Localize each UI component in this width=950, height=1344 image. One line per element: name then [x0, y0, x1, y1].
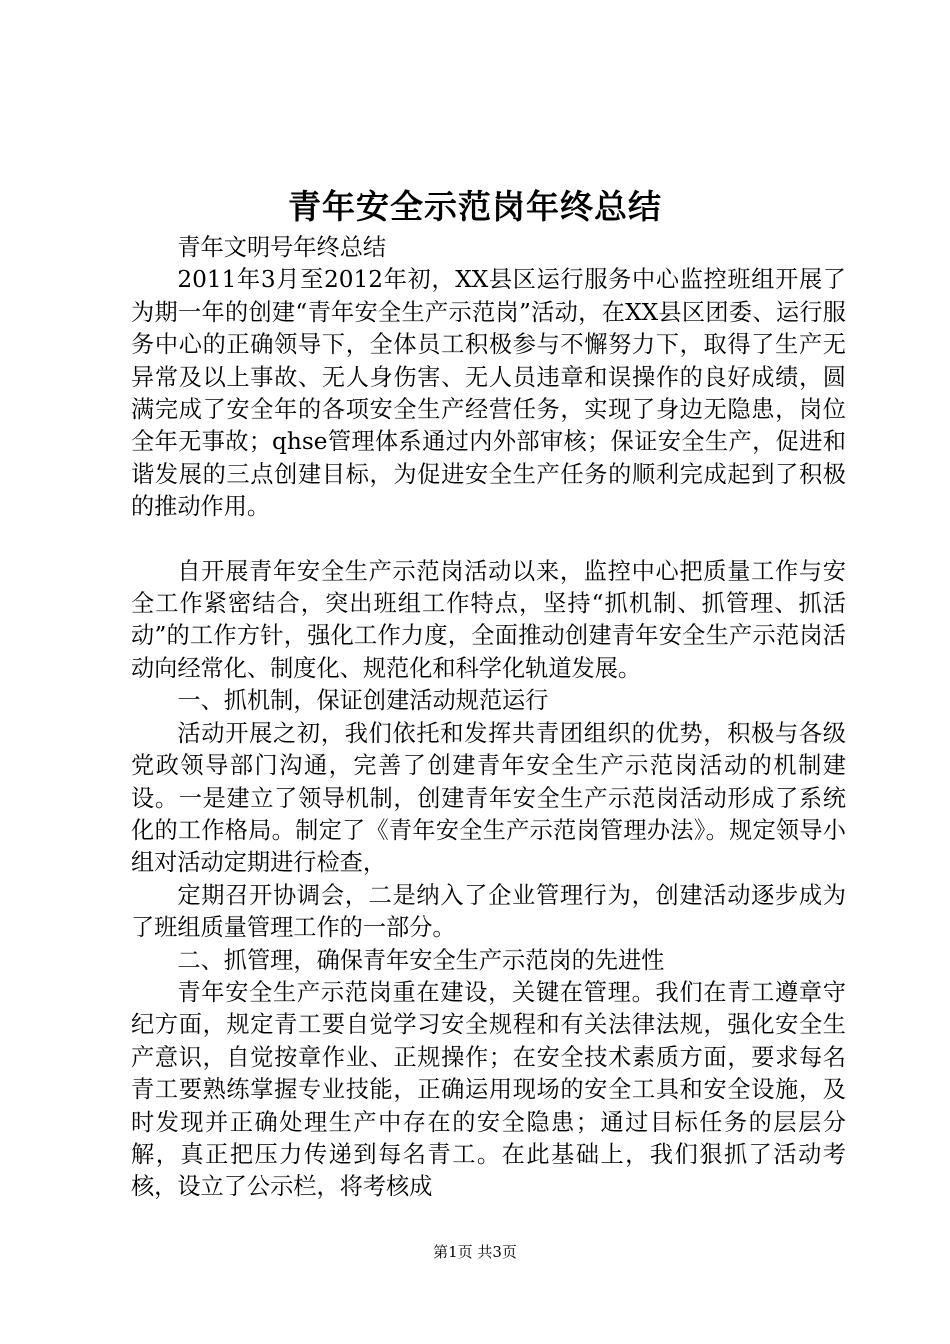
page-number: 第1页 共3页: [433, 1243, 517, 1261]
paragraph-subtitle: 青年文明号年终总结: [177, 234, 387, 261]
paragraph-section-2: 青年安全生产示范岗重在建设，关键在管理。我们在青工遵章守纪方面，规定青工要自觉学习安全规程和有关法律法规，强化安全生产意识，自觉按章作业、正规操作；在安全技术素质方面，要求每名青工要熟练掌握专业技能，正确运用现场的安全工具和安全设施，及时发现并正确处理生产中存在的安全隐患；通过目标任务的层层分解，真正把压力传递到每名青工。在此基础上，我们狠抓了活动考核，设立了公示栏，将考核成: [131, 978, 846, 1201]
section-heading-2: 二、抓管理，确保青年安全生产示范岗的先进性: [177, 946, 665, 974]
paragraph-section-1: 活动开展之初，我们依托和发挥共青团组织的优势，积极与各级党政领导部门沟通，完善了创建青年安全生产示范岗活动的机制建设。一是建立了领导机制，创建青年安全生产示范岗活动形成了系统化的工作格局。制定了《青年安全生产示范岗管理办法》。规定领导小组对活动定期进行检查，: [131, 719, 846, 877]
paragraph-overview: 自开展青年安全生产示范岗活动以来，监控中心把质量工作与安全工作紧密结合，突出班组工作特点，坚持“抓机制、抓管理、抓活动”的工作方针，强化工作力度，全面推动创建青年安全生产示范岗活动向经常化、制度化、规范化和科学化轨道发展。: [131, 557, 846, 682]
paragraph-section-1-cont: 定期召开协调会，二是纳入了企业管理行为，创建活动逐步成为了班组质量管理工作的一部分。: [131, 881, 846, 942]
document-title: 青年安全示范岗年终总结: [288, 187, 662, 226]
paragraph-intro: 2011年3月至2012年初，XX县区运行服务中心监控班组开展了为期一年的创建“青年安全生产示范岗”活动，在XX县区团委、运行服务中心的正确领导下，全体员工积极参与不懈努力下，取得了生产无异常及以上事故、无人身伤害、无人员违章和误操作的良好成绩，圆满完成了安全年的各项安全生产经营任务，实现了身边无隐患，岗位全年无事故；qhse管理体系通过内外部审核；保证安全生产，促进和谐发展的三点创建目标，为促进安全生产任务的顺利完成起到了积极的推动作用。: [131, 266, 846, 521]
document-body: [131, 232, 846, 1204]
section-heading-1: 一、抓机制，保证创建活动规范运行: [177, 687, 549, 715]
